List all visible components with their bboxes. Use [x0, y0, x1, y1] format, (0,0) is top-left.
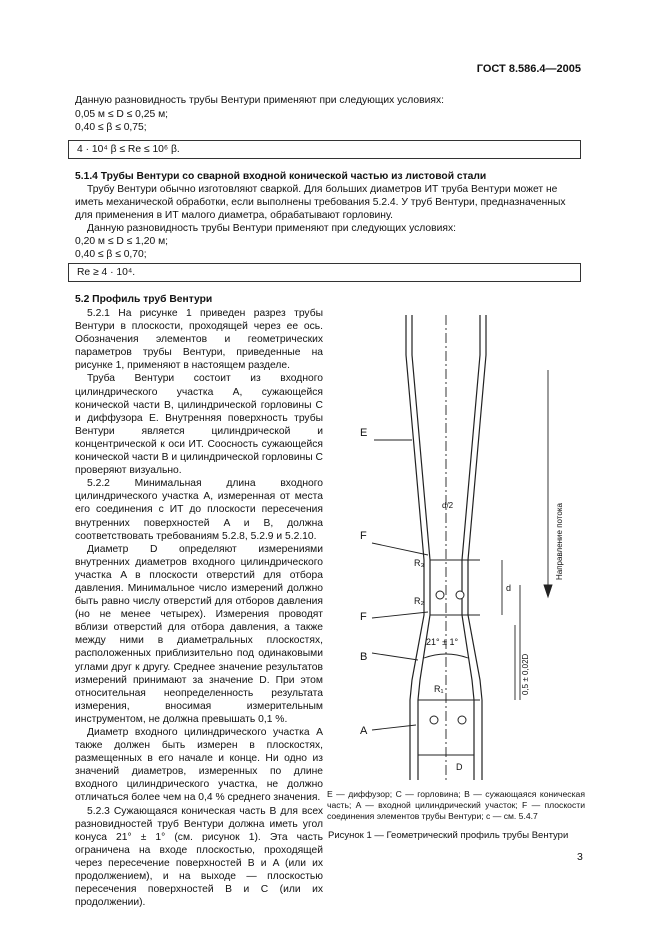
label-e: E [360, 427, 368, 439]
formula: 4 · 10⁴ β ≤ Re ≤ 10⁶ β. [77, 144, 180, 155]
formula-box [68, 263, 581, 282]
leader-f2 [372, 612, 428, 618]
paragraph: Труба Вентури состоит из входного цилиндрического участка A, сужающейся конической части B, цилиндрической горловины C и диффузора E. Внутренняя поверхность трубы Вентури является цилиндрической и концентрической к оси ИТ. Соосность сужающейся конической части B и цилиндрической горловины C проверяют визуально. [75, 373, 323, 477]
label-flow-direction: Направление потока [555, 503, 564, 580]
formula-box [68, 140, 581, 159]
paragraph: 5.2.1 На рисунке 1 приведен разрез трубы Вентури в плоскости, проходящей через ее ось. Обозначения элементов и геометрических параметров трубы Вентури, приведенные на рисунке 1, применяют в настоящем разделе. [75, 308, 323, 372]
text-line: Данную разновидность трубы Вентури применяют при следующих условиях: [87, 223, 456, 234]
label-a: A [360, 725, 368, 737]
label-b: B [360, 651, 368, 663]
label-taps: 0,5 ± 0,02D [521, 653, 530, 695]
paragraph: 5.2.2 Минимальная длина входного цилиндрического участка A, измеренная от места его соединения с ИТ до плоскости пересечения внутренних поверхностей A и B, должна соответствовать требованиям 5.2.8, 5.2.9 и 5.2.10. [75, 478, 323, 542]
label-r1: R₁ [434, 684, 444, 694]
label-f1: F [360, 530, 367, 542]
condition: 0,20 м ≤ D ≤ 1,20 м; [75, 236, 169, 247]
label-d: d [506, 583, 512, 593]
left-wall [412, 315, 430, 780]
formula: Re ≥ 4 · 10⁴. [77, 267, 136, 278]
paragraph: Диаметр входного цилиндрического участка A также должен быть измерен в плоскостях, размещенных в его начале и конце. Ни одно из значений диаметров, измеренных по длине входного цилиндрического участка, не должно отличаться более чем на 0,4 % среднего значения. [75, 727, 323, 804]
label-dim: d/2 [442, 501, 454, 510]
flow-arrow-head [544, 585, 552, 597]
paragraph: 5.2.3 Сужающаяся коническая часть B для всех разновидностей труб Вентури должна иметь угол конуса 21° ± 1° (см. рисунок 1). Эта часть ограничена на входе плоскостью, проходящей через пересечение поверхностей B и A (или их продолжением), и на выходе — плоскостью пересечения поверхностей B и C (или их продолжении). [75, 805, 323, 909]
leader-f1 [372, 543, 428, 555]
pressure-tap [456, 591, 464, 599]
figure-legend: E — диффузор; C — горловина; B — сужающаяся коническая часть; A — входной цилиндрический участок; F — плоскости соединения элементов трубы Вентури; c — см. 5.4.7 [327, 789, 585, 821]
text-column [75, 307, 323, 909]
page-number: 3 [577, 851, 583, 863]
text-line: Трубу Вентури обычно изготовляют сваркой. Для больших диаметров ИТ труба Вентури может не [87, 184, 558, 195]
document-id: ГОСТ 8.586.4—2005 [476, 63, 581, 75]
condition: 0,40 ≤ β ≤ 0,75; [75, 122, 147, 133]
pressure-tap [458, 716, 466, 724]
section-title: 5.1.4 Трубы Вентури со сварной входной конической частью из листовой стали [75, 171, 487, 182]
text-line: иметь механической обработки, если выполнены требования 5.2.4. У труб Вентури, предназначенных [75, 197, 566, 208]
condition: 0,05 м ≤ D ≤ 0,25 м; [75, 109, 169, 120]
pressure-tap [436, 591, 444, 599]
text-line: для применения в ИТ малого диаметра, обрабатывают горловину. [75, 210, 393, 221]
label-r3: R₃ [414, 558, 425, 568]
condition: 0,40 ≤ β ≤ 0,70; [75, 249, 147, 260]
figure-title: Рисунок 1 — Геометрический профиль трубы Вентури [328, 830, 569, 841]
label-D: D [456, 762, 463, 772]
paragraph: Диаметр D определяют измерениями внутренних диаметров входного цилиндрического участка A в плоскости отверстий для отбора давления. Минимальное число измерений должно быть равно числу отверстий для отборов давления (но не менее четырех). Измерения проводят вблизи отверстий для отбора давления, а также между ними в диаметральных плоскостях, расположенных приблизительно под одинаковыми углами друг к другу. Среднее значение результатов измерений принимают за значение D. При этом относительная неопределенность результата измерения, вносимая измерительным инструментом, не должна превышать 0,1 %. [75, 543, 323, 725]
label-f2: F [360, 611, 367, 623]
section-title: 5.2 Профиль труб Вентури [75, 294, 213, 305]
leader-a [372, 725, 416, 730]
right-wall [462, 315, 480, 780]
venturi-profile-figure [330, 300, 580, 785]
label-r2: R₂ [414, 596, 424, 606]
label-angle: 21° ± 1° [426, 637, 459, 647]
leader-b [372, 653, 418, 660]
intro-line: Данную разновидность трубы Вентури применяют при следующих условиях: [75, 95, 444, 106]
pressure-tap [430, 716, 438, 724]
